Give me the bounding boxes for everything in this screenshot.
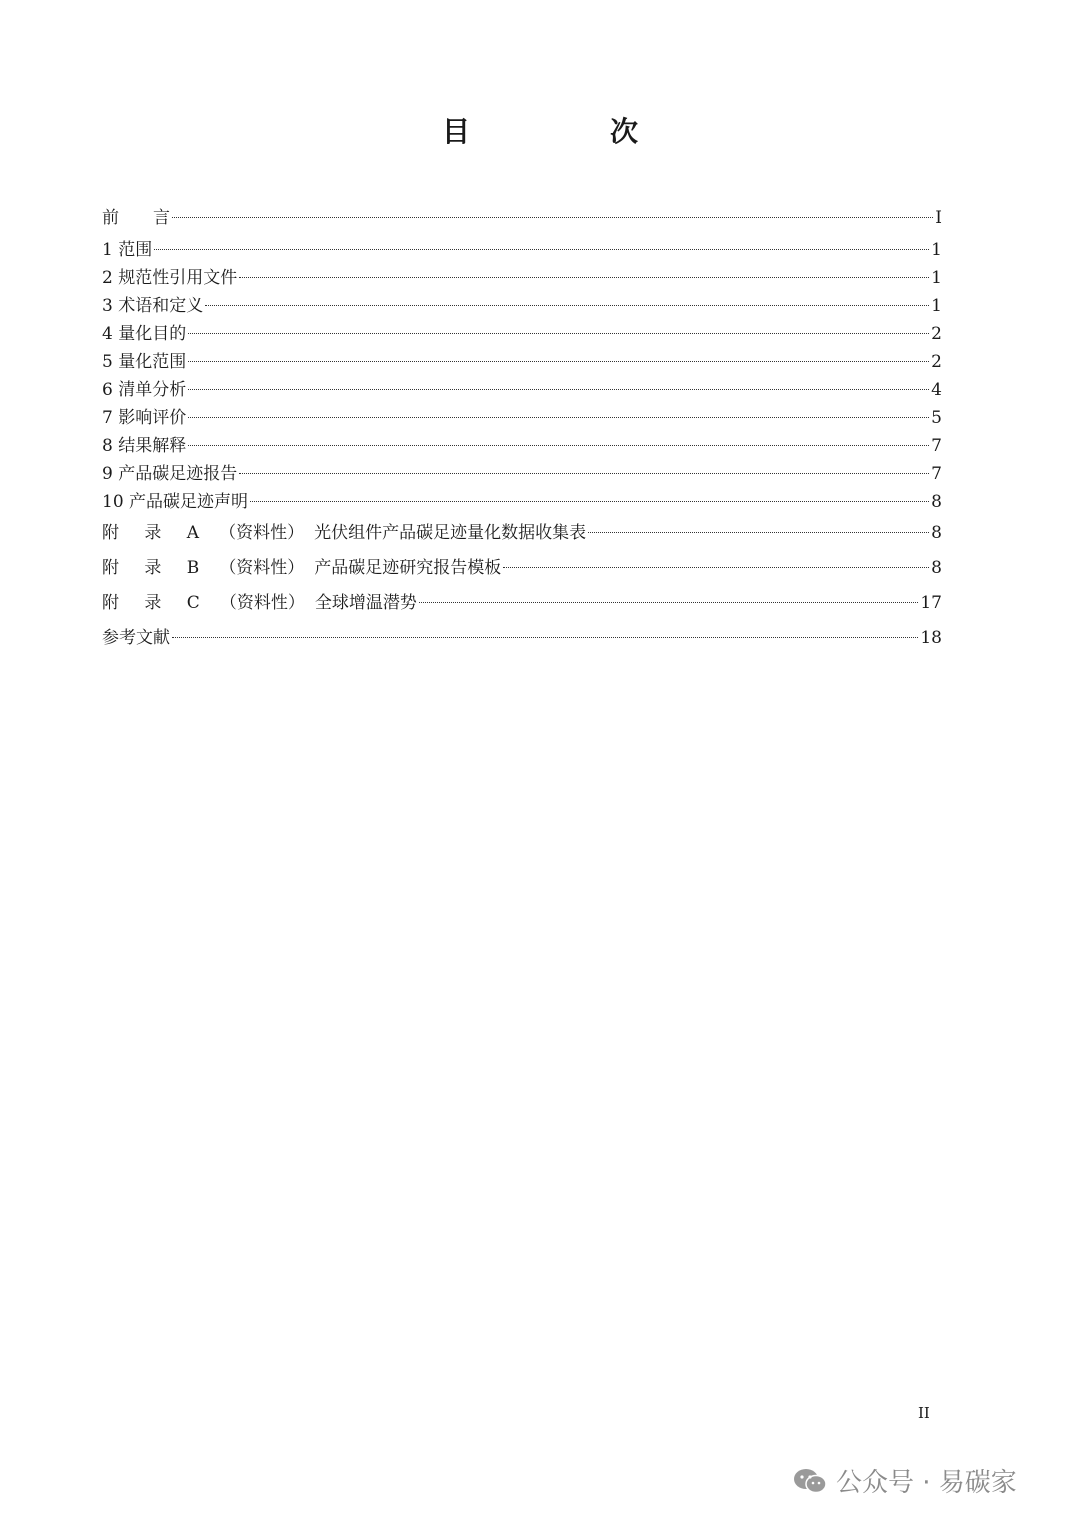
annex-type: （资料性） <box>219 523 305 543</box>
page-title: 目 次 <box>441 115 694 148</box>
wechat-icon <box>792 1467 828 1495</box>
toc-entry-label: 参考文献 <box>102 628 170 648</box>
toc-entry[interactable] <box>102 488 942 516</box>
toc-entry-page: 8 <box>931 523 942 543</box>
toc-entry-page: 1 <box>931 296 942 316</box>
toc-entry-foreword[interactable] <box>102 200 942 236</box>
toc-leader-dots <box>588 532 929 533</box>
toc-annex-entry[interactable] <box>102 551 942 586</box>
toc-annex-label <box>102 586 417 621</box>
toc-entry[interactable] <box>102 460 942 488</box>
toc-entry-page: 4 <box>931 380 942 400</box>
toc-entry-page: 18 <box>920 628 942 648</box>
toc-annex-label <box>102 516 586 551</box>
toc-entry[interactable] <box>102 404 942 432</box>
toc-entry[interactable] <box>102 264 942 292</box>
toc-leader-dots <box>188 445 929 446</box>
toc-entry-page: 2 <box>931 324 942 344</box>
toc-leader-dots <box>188 361 929 362</box>
toc-annex-label <box>102 551 501 586</box>
toc-entry[interactable] <box>102 320 942 348</box>
toc-leader-dots <box>239 277 929 278</box>
toc-entry-label: 4 量化目的 <box>102 324 187 344</box>
toc-entry[interactable] <box>102 432 942 460</box>
toc-entry-label: 10 产品碳足迹声明 <box>102 492 249 512</box>
toc-entry-label: 9 产品碳足迹报告 <box>102 464 238 484</box>
toc-entry-label: 2 规范性引用文件 <box>102 268 238 288</box>
toc-leader-dots <box>172 217 933 218</box>
toc-entry-page: 7 <box>931 464 942 484</box>
toc-leader-dots <box>419 602 919 603</box>
toc-entry-label: 1 范围 <box>102 240 153 260</box>
toc-entry-label: 8 结果解释 <box>102 436 187 456</box>
annex-type: （资料性） <box>219 558 305 578</box>
toc-entry-references[interactable] <box>102 621 942 656</box>
toc-entry-label: 前 言 <box>102 208 170 228</box>
toc-entry-label: 6 清单分析 <box>102 380 187 400</box>
toc-entry[interactable] <box>102 348 942 376</box>
toc-leader-dots <box>188 333 929 334</box>
annex-prefix: 附 录 A <box>102 523 210 543</box>
toc-entry-page: 2 <box>931 352 942 372</box>
annex-title: 光伏组件产品碳足迹量化数据收集表 <box>314 523 587 543</box>
toc-leader-dots <box>239 473 929 474</box>
watermark-text: 公众号 · 易碳家 <box>836 1468 1017 1498</box>
toc-entry[interactable] <box>102 292 942 320</box>
annex-prefix: 附 录 C <box>102 593 210 613</box>
toc-entry-page: 5 <box>931 408 942 428</box>
toc-leader-dots <box>172 637 918 638</box>
toc-leader-dots <box>188 389 929 390</box>
toc-entry-label: 5 量化范围 <box>102 352 187 372</box>
toc-entry-label: 7 影响评价 <box>102 408 187 428</box>
toc-leader-dots <box>154 249 929 250</box>
page-number: II <box>918 1404 930 1422</box>
toc-entry-page: 8 <box>931 558 942 578</box>
toc-entry-page: 7 <box>931 436 942 456</box>
toc-entry-page: 17 <box>920 593 942 613</box>
toc-entry[interactable] <box>102 236 942 264</box>
toc-entry-page: I <box>935 208 942 228</box>
toc-annex-entry[interactable] <box>102 586 942 621</box>
toc-entry-page: 1 <box>931 268 942 288</box>
annex-type: （资料性） <box>219 593 305 613</box>
toc-leader-dots <box>503 567 929 568</box>
toc-entry-page: 8 <box>931 492 942 512</box>
toc-leader-dots <box>250 501 929 502</box>
toc-leader-dots <box>205 305 929 306</box>
wechat-watermark <box>792 1462 1017 1499</box>
annex-prefix: 附 录 B <box>102 558 210 578</box>
toc-entry[interactable] <box>102 376 942 404</box>
toc-entry-page: 1 <box>931 240 942 260</box>
annex-title: 产品碳足迹研究报告模板 <box>314 558 502 578</box>
table-of-contents <box>102 200 942 656</box>
annex-title: 全球增温潜势 <box>314 593 417 613</box>
toc-leader-dots <box>188 417 929 418</box>
toc-entry-label: 3 术语和定义 <box>102 296 204 316</box>
toc-annex-entry[interactable] <box>102 516 942 551</box>
